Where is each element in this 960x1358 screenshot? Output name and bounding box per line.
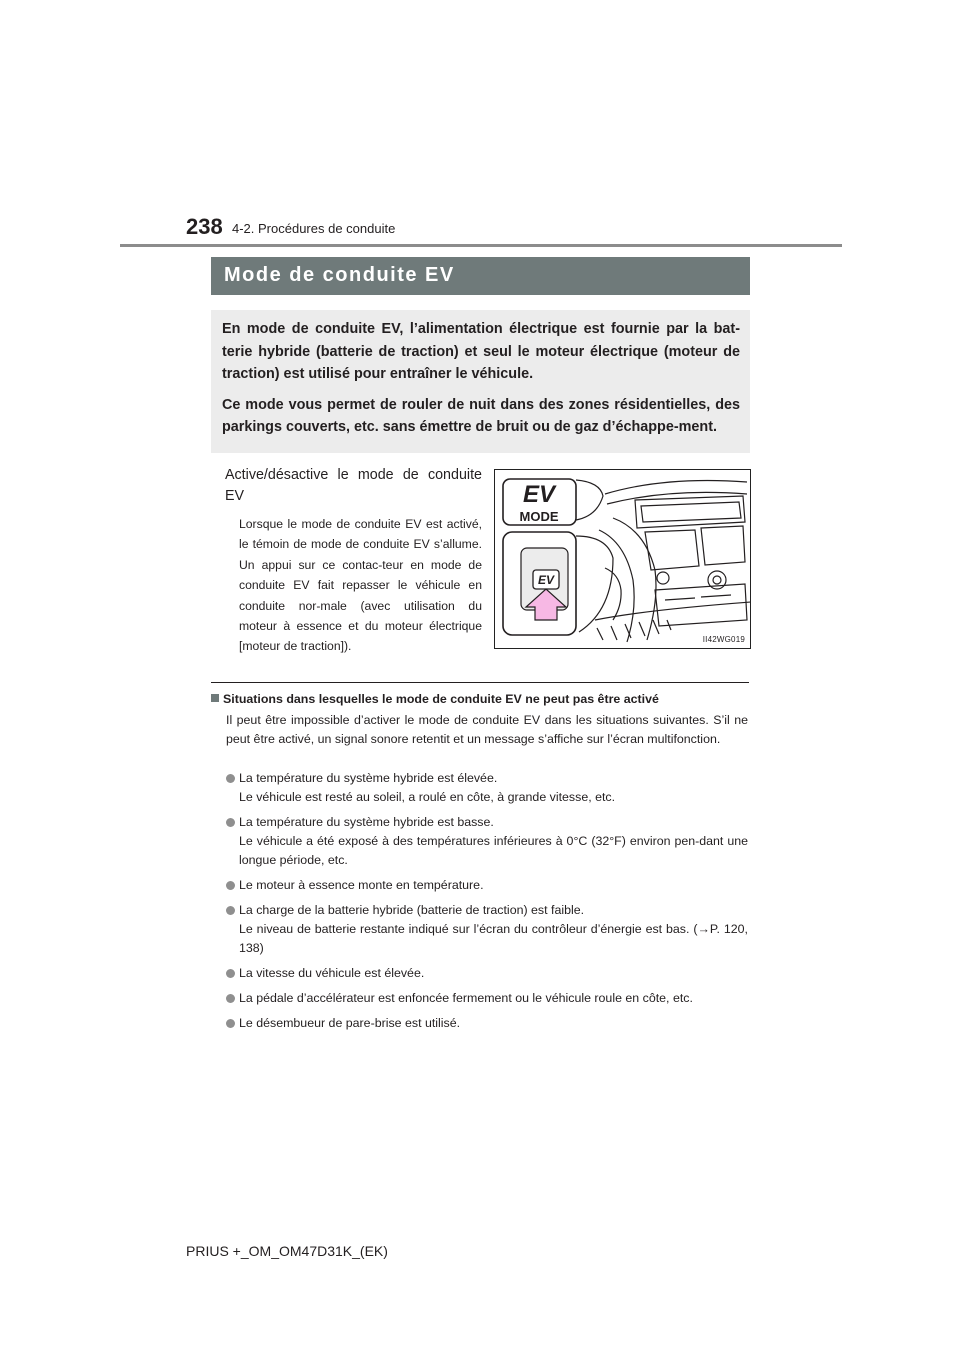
bullet-dot-icon — [226, 906, 235, 915]
bullet-dot-icon — [226, 774, 235, 783]
list-item: La température du système hybride est basse. Le véhicule a été exposé à des températures inférieures à 0°C (32°F) environ pen-dant une longue période, etc. — [226, 813, 748, 870]
intro-paragraph-1: En mode de conduite EV, l’alimentation électrique est fournie par la bat-terie hybride (batterie de traction) et seul le moteur électrique (moteur de traction) est utilisé pour entraîner le véhicule. — [222, 321, 740, 382]
list-item: La pédale d’accélérateur est enfoncée fermement ou le véhicule roule en côte, etc. — [226, 989, 748, 1008]
ev-switch-illustration — [494, 469, 751, 649]
dashboard-drawing — [495, 470, 751, 649]
section-divider — [211, 682, 749, 683]
list-item: La charge de la batterie hybride (batterie de traction) est faible. Le niveau de batterie restante indiqué sur l’écran du contrôleur d’énergie est bas. (→P. 120, 138) — [226, 901, 748, 958]
situations-intro: Il peut être impossible d’activer le mode de conduite EV dans les situations suivantes. S’il ne peut être activé, un signal sonore retentit et un message s’affiche sur l’écran multifonction. — [226, 713, 748, 746]
switch-lead: Active/désactive le mode de conduite EV — [225, 467, 482, 504]
list-item: La vitesse du véhicule est élevée. — [226, 964, 748, 983]
bullet-dot-icon — [226, 969, 235, 978]
bullet-dot-icon — [226, 818, 235, 827]
section-label: 4-2. Procédures de conduite — [232, 221, 396, 236]
situations-list — [226, 769, 748, 1039]
mode-badge-text: MODE — [519, 509, 559, 524]
ev-badge-text: EV — [522, 481, 556, 508]
document-code: PRIUS +_OM_OM47D31K_(EK) — [186, 1243, 388, 1259]
list-item: Le moteur à essence monte en température. — [226, 876, 748, 895]
bullet-dot-icon — [226, 1019, 235, 1028]
list-item: La température du système hybride est élevée. Le véhicule est resté au soleil, a roulé en côte, à grande vitesse, etc. — [226, 769, 748, 807]
switch-description: Lorsque le mode de conduite EV est activé, le témoin de mode de conduite EV s’allume. Un appui sur ce contac-teur en mode de conduite EV fait repasser le véhicule en conduite nor-male (avec utilisation du moteur à essence et du moteur électrique [moteur de traction]). — [239, 517, 482, 654]
page-number: 238 — [186, 214, 223, 239]
bullet-dot-icon — [226, 994, 235, 1003]
figure-code: II42WG019 — [702, 635, 745, 644]
page-title: Mode de conduite EV — [211, 257, 750, 295]
situations-heading-text: Situations dans lesquelles le mode de conduite EV ne peut pas être activé — [223, 692, 659, 706]
intro-box — [211, 310, 750, 453]
header-rule — [120, 244, 842, 247]
situations-heading — [211, 692, 659, 706]
square-bullet-icon — [211, 694, 219, 702]
list-item: Le désembueur de pare-brise est utilisé. — [226, 1014, 748, 1033]
ev-button-text: EV — [537, 573, 555, 587]
bullet-dot-icon — [226, 881, 235, 890]
intro-paragraph-2: Ce mode vous permet de rouler de nuit dans des zones résidentielles, des parkings couverts, etc. sans émettre de bruit ou de gaz d’échappe-ment. — [222, 396, 740, 435]
